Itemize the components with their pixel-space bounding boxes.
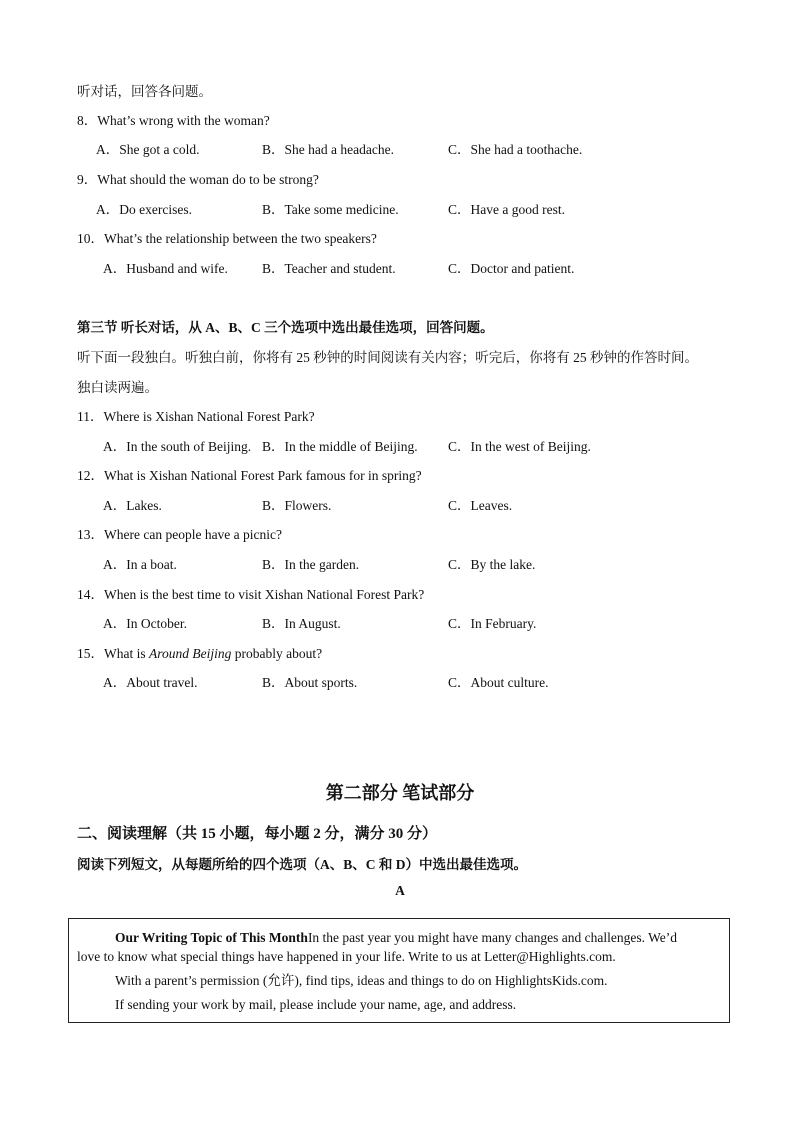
q12-option-b: B．Flowers. [262,498,332,513]
q15-option-b: B．About sports. [262,675,358,690]
q14-option-b: B．In August. [262,616,341,631]
question-10: 10．What’s the relationship between the two speakers? [77,231,377,246]
passage-label: A [395,883,405,898]
passage-title: Our Writing Topic of This Month [115,930,308,945]
part2-title: 第二部分 笔试部分 [325,783,475,803]
q8-option-a: A．She got a cold. [96,142,200,157]
q15-suffix: probably about? [231,646,323,661]
passage-line1-text: In the past year you might have many changes and challenges. We’d [307,930,677,945]
q15-prefix: 15．What is [77,646,149,661]
q15-option-a: A．About travel. [103,675,198,690]
q10-option-b: B．Teacher and student. [262,261,396,276]
section3-title: 第三节 听长对话，从 A、B、C 三个选项中选出最佳选项，回答问题。 [77,320,494,335]
q9-option-b: B．Take some medicine. [262,202,399,217]
q11-option-b: B．In the middle of Beijing. [262,439,418,454]
passage-line-1 [77,928,721,947]
q15-title-italic: Around Beijing [149,646,232,661]
q12-option-a: A．Lakes. [103,498,162,513]
passage-line-3: With a parent’s permission (允许), find tips, ideas and things to do on HighlightsKids.com. [115,973,608,988]
reading-heading: 二、阅读理解（共 15 小题，每小题 2 分，满分 30 分） [77,826,438,842]
q15-option-c: C．About culture. [448,675,549,690]
passage-line-2: love to know what special things have happened in your life. Write to us at Letter@Highlights.com. [77,949,616,964]
q8-option-c: C．She had a toothache. [448,142,583,157]
q9-option-c: C．Have a good rest. [448,202,565,217]
q10-option-c: C．Doctor and patient. [448,261,575,276]
q13-option-b: B．In the garden. [262,557,360,572]
q8-option-b: B．She had a headache. [262,142,394,157]
passage-line-4: If sending your work by mail, please include your name, age, and address. [115,997,517,1012]
question-9: 9．What should the woman do to be strong? [77,172,319,187]
question-12: 12．What is Xishan National Forest Park famous for in spring? [77,468,422,483]
passage-box [68,918,730,1023]
question-8: 8．What’s wrong with the woman? [77,113,270,128]
reading-instruction: 阅读下列短文，从每题所给的四个选项（A、B、C 和 D）中选出最佳选项。 [77,857,528,872]
q14-option-a: A．In October. [103,616,187,631]
q12-option-c: C．Leaves. [448,498,513,513]
question-14: 14．When is the best time to visit Xishan National Forest Park? [77,587,425,602]
q11-option-a: A．In the south of Beijing. [103,439,252,454]
section3-instruction-1: 听下面一段独白。听独白前，你将有 25 秒钟的时间阅读有关内容；听完后，你将有 25 秒钟的作答时间。 [77,350,698,365]
q13-option-a: A．In a boat. [103,557,177,572]
q11-option-c: C．In the west of Beijing. [448,439,591,454]
q14-option-c: C．In February. [448,616,537,631]
q10-option-a: A．Husband and wife. [103,261,228,276]
section3-instruction-2: 独白读两遍。 [77,380,158,395]
intro-text: 听对话，回答各问题。 [77,84,212,99]
question-15 [77,642,322,662]
q9-option-a: A．Do exercises. [96,202,192,217]
question-11: 11．Where is Xishan National Forest Park? [77,409,315,424]
question-13: 13．Where can people have a picnic? [77,527,283,542]
q13-option-c: C．By the lake. [448,557,536,572]
